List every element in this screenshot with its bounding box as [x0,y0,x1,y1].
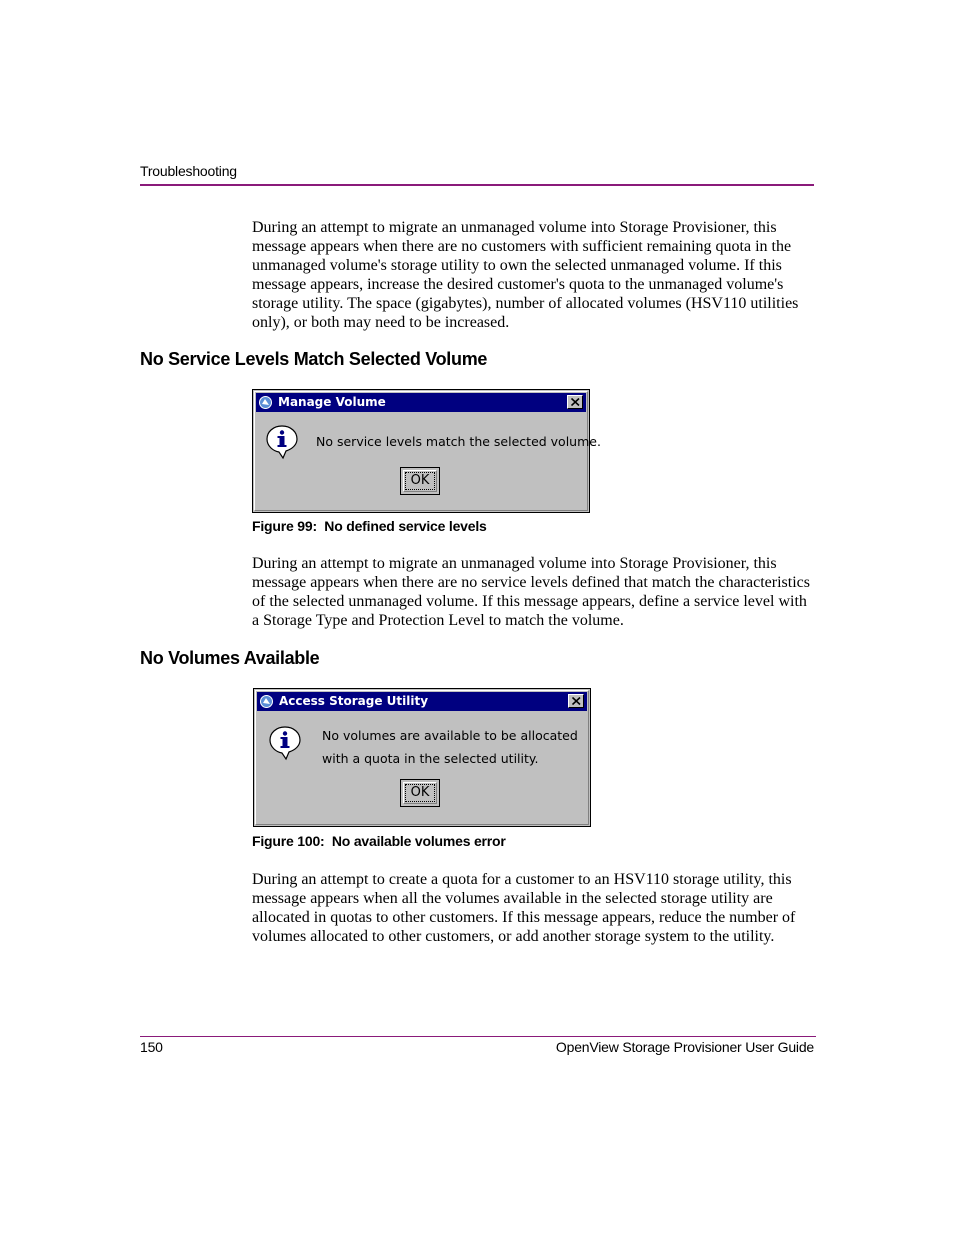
ok-button-label: OK [403,782,437,804]
figure-caption-100 [252,833,506,849]
paragraph-quota: During an attempt to migrate an unmanaged volume into Storage Provisioner, this message appears when there are no customers with sufficient remaining quota in the unmanaged volume's storage utility to own the selected unmanaged volume. If this message appears, increase the desired customer's quota to the unmanaged volume's storage utility. The space (gigabytes), number of allocated volumes (HSV110 utilities only), or both may need to be increased. [252,219,799,331]
dialog-message: No service levels match the selected volume. [316,434,601,449]
figure-title: No defined service levels [324,518,487,534]
header-rule [140,184,814,186]
paragraph-no-volumes: During an attempt to create a quota for a customer to an HSV110 storage utility, this message appears when all the volumes available in the selected storage utility are allocated in quotas to other customers. If this message appears, reduce the number of volumes allocated to other customers, or add another storage system to the utility. [252,871,796,945]
footer-doc-title: OpenView Storage Provisioner User Guide [555,1039,814,1055]
manage-volume-dialog [252,389,601,513]
dialog-message-line1: No volumes are available to be allocated [322,728,578,743]
app-icon [259,694,274,709]
access-storage-utility-dialog [253,688,591,827]
dialog-message-line2: with a quota in the selected utility. [322,751,539,766]
close-button[interactable] [567,395,583,409]
ok-button[interactable] [400,779,440,807]
figure-label: Figure 100: [252,833,325,849]
close-button[interactable] [568,694,584,708]
section-heading-no-service-levels: No Service Levels Match Selected Volume [140,349,488,369]
close-icon [571,398,580,406]
footer-rule [140,1036,816,1037]
page-number: 150 [140,1039,163,1055]
close-icon [572,697,581,705]
focus-rect [405,784,435,802]
dialog-titlebar[interactable] [256,393,586,412]
paragraph-service-levels: During an attempt to migrate an unmanaged volume into Storage Provisioner, this message appears when there are no service levels defined that match the characteristics of the selected unmanaged volume. If this message appears, define a service level with a Storage Type and Protection Level to match the volume. [252,555,810,629]
focus-rect [405,472,435,490]
info-icon [268,725,302,761]
figure-caption-99 [252,518,487,534]
info-icon [265,424,299,460]
dialog-title: Access Storage Utility [279,694,429,708]
app-icon [258,395,273,410]
dialog-titlebar[interactable] [257,692,587,711]
figure-label: Figure 99: [252,518,317,534]
ok-button[interactable] [400,467,440,495]
section-heading-no-volumes: No Volumes Available [140,648,320,668]
running-header: Troubleshooting [140,163,237,179]
ok-button-label: OK [403,470,437,492]
dialog-title: Manage Volume [278,395,386,409]
figure-title: No available volumes error [331,833,506,849]
